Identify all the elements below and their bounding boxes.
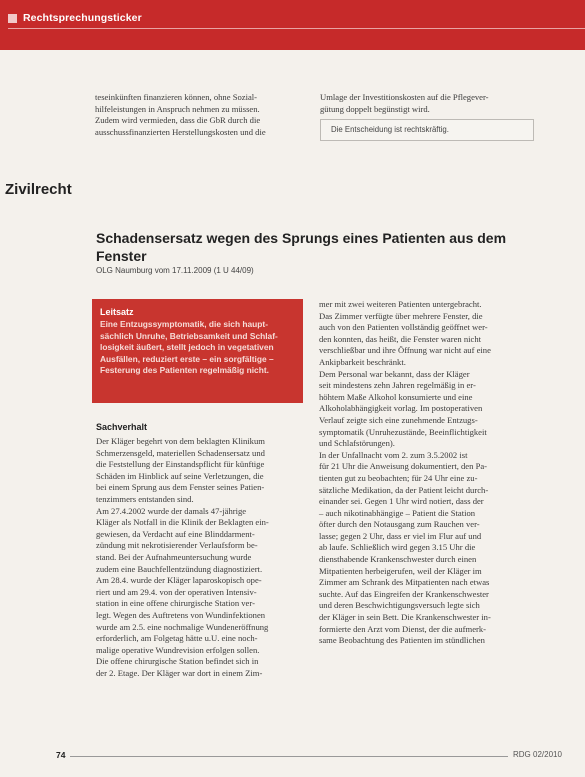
article-left-column: Der Kläger begehrt von dem beklagten Klinikum Schmerzensgeld, materiellen Schadensersatz und die Feststellung der Einstandspflicht für künftige Schäden im Hinblick auf seine Verletzungen, die bei einem Sprung aus dem Fenster seines Patien- tenzimmers entstanden sind. Am 27.4.2002 wurde der damals 47-jährige Kläger als Notfall in die Klinik der Beklagten ein- gewiesen, da Verdacht auf eine Blinddarment- zündung mit nekrotisierender Verlaufsform be- stand. Bei der Aufnahmeuntersuchung wurde zudem eine Bauchfellentzündung diagnostiziert. Am 28.4. wurde der Kläger laparoskopisch ope- riert und am 29.4. von der operativen Intensiv- station in eine offene chirurgische Station ver- legt. Wegen des Auftretens von Wundinfektionen wurde am 2.5. eine nochmalige Wundeneröffnung erforderlich, am Folgetag hätte u.U. eine noch- malige operative Wundrevision erfolgen sollen. Die offene chirurgische Station befindet sich in der 2. Etage. Der Kläger war dort in einem Zim- [96,436,269,678]
source-note-box [320,119,534,141]
previous-article-left-text: teseinkünften finanzieren können, ohne Sozial- hilfeleistungen in Anspruch nehmen zu müssen. Zudem wird vermieden, dass die GbR durch die ausschussfinanzierten Herstellungskosten und die [95,92,266,137]
leitsatz-box [92,299,303,403]
header-label: Rechtsprechungsticker [23,12,142,24]
page-number: 74 [56,750,66,760]
section-header [8,10,142,26]
sachverhalt-heading: Sachverhalt [96,422,148,432]
article-right-column: mer mit zwei weiteren Patienten untergebracht. Das Zimmer verfügte über mehrere Fenster, die auch von den Patienten vollständig geöffnet wer- den konnten, das heißt, die Fenster waren nicht verschließbar und ihre Öffnung war nicht auf eine Ankipbarkeit beschränkt. Dem Personal war bekannt, dass der Kläger seit mindestens zehn Jahren regelmäßig in er- höhtem Maße Alkohol konsumierte und eine Alkoholabhängigkeit vorlag. Im postoperativen Verlauf zeigte sich eine zunehmende Entzugs- symptomatik (Unruhezustände, Beeinflichtigkeit und Schlafstörungen). In der Unfallnacht vom 2. zum 3.5.2002 ist für 21 Uhr die Anweisung dokumentiert, den Pa- tienten gut zu beobachten; für 24 Uhr eine zu- sätzliche Medikation, da der Patient leicht durch- einander sei. Gegen 1 Uhr wird notiert, dass der – auch nikotinabhängige – Patient die Station öfter durch den Notausgang zum Rauchen ver- lasse; gegen 2 Uhr, dass er viel im Flur auf und ab laufe. Schließlich wird gegen 3.15 Uhr die diensthabende Krankenschwester durch einen Mitpatienten herbeigerufen, weil der Kläger im Zimmer am Schrank des Mitpatienten nach etwas suchte. Auf das Eingreifen der Krankenschwester und deren Beschwichtigungsversuch legte sich der Kläger in sein Bett. Die Krankenschwester in- formierte den Arzt vom Dienst, der die aufmerk- same Beobachtung des Patienten im stündlichen [319,299,491,646]
header-divider [8,28,585,29]
footer-divider [70,756,508,757]
leitsatz-title: Leitsatz [100,307,134,317]
journal-issue: RDG 02/2010 [513,750,562,759]
section-title: Zivilrecht [5,181,72,198]
square-bullet-icon [8,14,17,23]
source-note: Die Entscheidung ist rechtskräftig. [331,125,449,134]
court-citation: OLG Naumburg vom 17.11.2009 (1 U 44/09) [96,266,254,275]
article-title: Schadensersatz wegen des Sprungs eines Patienten aus dem Fenster [96,230,507,264]
previous-article-right-text: Umlage der Investitionskosten auf die Pflegever- gütung doppelt begünstigt wird. [320,92,489,114]
leitsatz-text: Eine Entzugssymptomatik, die sich haupt- sächlich Unruhe, Betriebsamkeit und Schlaf- losigkeit äußert, stellt jedoch in vegetativen Ausfällen, reduziert erste – ein sorgfältige – Festerung des Patienten regelmäßig nicht. [100,319,278,376]
